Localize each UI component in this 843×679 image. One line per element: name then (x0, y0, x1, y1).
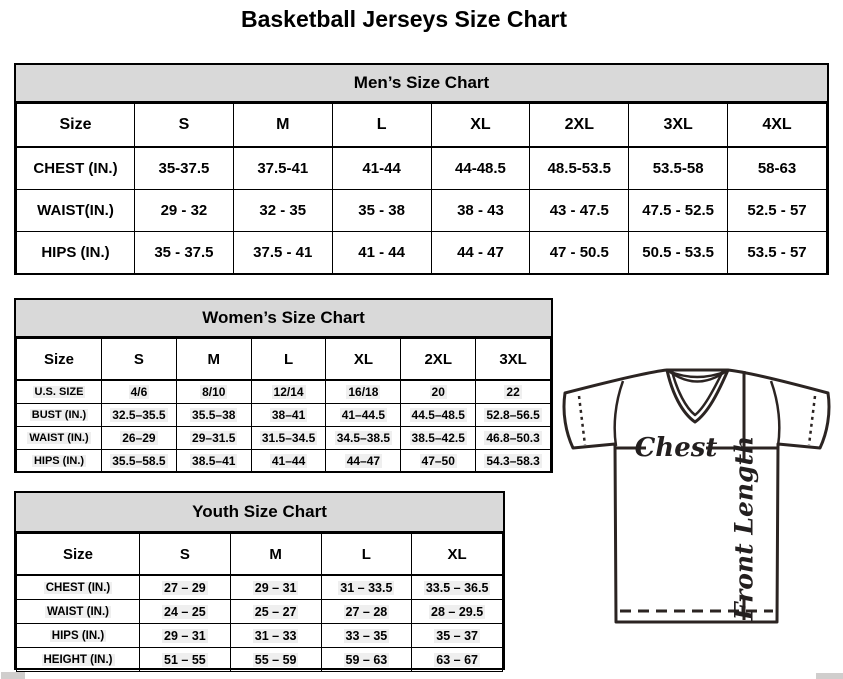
cell-text: 4/6 (130, 385, 148, 399)
value-cell (412, 575, 503, 600)
value-cell (102, 427, 177, 450)
value-cell (728, 190, 827, 232)
page-title: Basketball Jerseys Size Chart (240, 6, 567, 32)
cell-text: 26–29 (122, 431, 156, 445)
cell-text: HIPS (IN.) (51, 629, 105, 642)
value-cell (140, 600, 231, 624)
row-label (17, 190, 135, 232)
cell-text: 33.5 – 36.5 (425, 580, 489, 595)
column-header: S (135, 104, 234, 148)
value-cell (476, 427, 551, 450)
cell-text: 25 – 27 (254, 604, 297, 619)
row-label (17, 624, 140, 648)
value-cell (233, 190, 332, 232)
value-cell (530, 190, 629, 232)
table-row (17, 648, 503, 672)
left-armhole-seam (615, 381, 623, 446)
cell-text: 44-48.5 (455, 160, 506, 177)
table-row (17, 427, 551, 450)
value-cell (412, 648, 503, 672)
value-cell (321, 624, 412, 648)
cell-text: 41-44 (362, 160, 401, 177)
value-cell (401, 427, 476, 450)
cell-text: 38.5–41 (192, 454, 236, 468)
value-cell (135, 190, 234, 232)
row-label (17, 404, 102, 427)
table-row (17, 600, 503, 624)
column-header-row (17, 104, 827, 148)
cell-text: 8/10 (202, 385, 226, 399)
column-header: L (321, 534, 412, 576)
right-cuff-dashed-line (809, 396, 815, 445)
value-cell (401, 404, 476, 427)
mens-table-title: Men’s Size Chart (16, 65, 827, 103)
value-cell (530, 232, 629, 274)
cell-text: 50.5 - 53.5 (642, 244, 714, 261)
youth-size-table (14, 491, 505, 670)
value-cell (251, 404, 326, 427)
cell-text: 47–50 (421, 454, 455, 468)
column-header: XL (326, 339, 401, 381)
row-label (17, 648, 140, 672)
cell-text: 27 – 29 (164, 580, 206, 595)
row-label (17, 450, 102, 473)
cell-text: 44–47 (346, 454, 381, 468)
cell-text: WAIST (IN.) (47, 605, 109, 618)
cell-text: 35 – 37 (436, 628, 478, 643)
cell-text: 29 – 31 (164, 628, 206, 643)
cell-text: 31.5–34.5 (261, 431, 316, 445)
column-header: M (233, 104, 332, 148)
value-cell (530, 147, 629, 190)
size-column-header: Size (17, 104, 135, 148)
cell-text: U.S. SIZE (34, 386, 84, 398)
cell-text: 34.5–38.5 (336, 431, 391, 445)
value-cell (629, 147, 728, 190)
horizontal-scrollbar-thumb-left[interactable] (1, 672, 25, 679)
value-cell (728, 147, 827, 190)
column-header: S (102, 339, 177, 381)
value-cell (135, 232, 234, 274)
cell-text: 53.5 - 57 (747, 244, 807, 261)
row-label (17, 147, 135, 190)
cell-text: 35 - 38 (358, 202, 405, 219)
cell-text: 29–31.5 (192, 431, 236, 445)
cell-text: WAIST(IN.) (37, 202, 114, 219)
cell-text: 44 - 47 (457, 244, 504, 261)
column-header: 3XL (476, 339, 551, 381)
value-cell (140, 648, 231, 672)
value-cell (230, 600, 321, 624)
value-cell (476, 380, 551, 404)
cell-text: 47.5 - 52.5 (642, 202, 714, 219)
cell-text: HEIGHT (IN.) (43, 653, 113, 666)
cell-text: 20 (431, 385, 445, 399)
value-cell (321, 575, 412, 600)
cell-text: 35 - 37.5 (154, 244, 214, 261)
cell-text: WAIST (IN.) (29, 432, 89, 444)
column-header: XL (431, 104, 530, 148)
value-cell (431, 232, 530, 274)
value-cell (321, 600, 412, 624)
cell-text: 55 – 59 (254, 652, 297, 667)
cell-text: 41 - 44 (358, 244, 405, 261)
cell-text: 44.5–48.5 (411, 408, 465, 422)
cell-text: 38.5–42.5 (411, 431, 465, 445)
value-cell (629, 190, 728, 232)
value-cell (401, 450, 476, 473)
cell-text: 63 – 67 (436, 652, 478, 667)
cell-text: 43 - 47.5 (549, 202, 609, 219)
cell-text: 32 - 35 (259, 202, 307, 219)
jersey-outline (564, 370, 829, 622)
front-length-label: Front Length (729, 435, 759, 621)
column-header: L (332, 104, 431, 148)
womens-table (16, 338, 551, 473)
cell-text: 27 – 28 (345, 604, 388, 619)
value-cell (326, 380, 401, 404)
table-row (17, 380, 551, 404)
value-cell (140, 624, 231, 648)
value-cell (431, 147, 530, 190)
value-cell (176, 450, 251, 473)
womens-size-table (14, 298, 553, 473)
mens-size-table (14, 63, 829, 275)
value-cell (233, 232, 332, 274)
value-cell (140, 575, 231, 600)
chest-label: Chest (634, 433, 718, 463)
cell-text: 53.5-58 (652, 160, 704, 177)
cell-text: 41–44.5 (341, 408, 386, 422)
table-row (17, 190, 827, 232)
row-label (17, 232, 135, 274)
table-row (17, 624, 503, 648)
table-row (17, 450, 551, 473)
column-header: XL (412, 534, 503, 576)
row-label (17, 427, 102, 450)
value-cell (629, 232, 728, 274)
value-cell (176, 404, 251, 427)
value-cell (176, 380, 251, 404)
cell-text: 48.5-53.5 (547, 160, 611, 177)
youth-table (16, 533, 503, 672)
cell-text: 33 – 35 (345, 628, 388, 643)
column-header: 2XL (401, 339, 476, 381)
cell-text: 12/14 (273, 385, 304, 399)
cell-text: 54.3–58.3 (486, 454, 540, 468)
table-row (17, 147, 827, 190)
column-header: 3XL (629, 104, 728, 148)
value-cell (326, 450, 401, 473)
column-header: M (176, 339, 251, 381)
cell-text: 24 – 25 (164, 604, 206, 619)
cell-text: CHEST (IN.) (33, 160, 118, 177)
cell-text: 35-37.5 (158, 160, 210, 177)
column-header: M (230, 534, 321, 576)
size-column-header: Size (17, 339, 102, 381)
cell-text: HIPS (IN.) (41, 244, 110, 261)
cell-text: 51 – 55 (164, 652, 206, 667)
value-cell (230, 624, 321, 648)
row-label (17, 575, 140, 600)
cell-text: 47 - 50.5 (549, 244, 609, 261)
value-cell (251, 380, 326, 404)
value-cell (431, 190, 530, 232)
jersey-measurement-diagram (552, 356, 842, 630)
cell-text: 59 – 63 (345, 652, 388, 667)
value-cell (230, 648, 321, 672)
cell-text: CHEST (IN.) (45, 581, 111, 594)
row-label (17, 380, 102, 404)
table-row (17, 232, 827, 274)
cell-text: 52.8–56.5 (486, 408, 540, 422)
cell-text: BUST (IN.) (31, 409, 87, 421)
cell-text: 32.5–35.5 (112, 408, 166, 422)
column-header-row (17, 339, 551, 381)
horizontal-scrollbar-thumb-right[interactable] (816, 673, 843, 679)
womens-table-title: Women’s Size Chart (16, 300, 551, 338)
value-cell (412, 624, 503, 648)
cell-text: 41–44 (271, 454, 306, 468)
value-cell (332, 147, 431, 190)
value-cell (326, 427, 401, 450)
cell-text: 29 – 31 (254, 580, 297, 595)
value-cell (476, 404, 551, 427)
cell-text: 29 - 32 (160, 202, 208, 219)
cell-text: 58-63 (757, 160, 797, 177)
value-cell (476, 450, 551, 473)
column-header: L (251, 339, 326, 381)
column-header-row (17, 534, 503, 576)
cell-text: 22 (506, 385, 520, 399)
value-cell (176, 427, 251, 450)
cell-text: 46.8–50.3 (486, 431, 540, 445)
cell-text: 37.5-41 (257, 160, 309, 177)
value-cell (102, 404, 177, 427)
table-row (17, 404, 551, 427)
right-armhole-seam (771, 381, 779, 446)
value-cell (332, 232, 431, 274)
value-cell (251, 427, 326, 450)
cell-text: 38–41 (271, 408, 306, 422)
cell-text: 35.5–38 (192, 408, 236, 422)
column-header: 4XL (728, 104, 827, 148)
cell-text: 31 – 33.5 (340, 580, 393, 595)
value-cell (251, 450, 326, 473)
cell-text: HIPS (IN.) (33, 455, 85, 467)
value-cell (102, 380, 177, 404)
cell-text: 38 - 43 (457, 202, 504, 219)
youth-table-title: Youth Size Chart (16, 493, 503, 533)
value-cell (332, 190, 431, 232)
value-cell (135, 147, 234, 190)
table-row (17, 575, 503, 600)
value-cell (728, 232, 827, 274)
value-cell (233, 147, 332, 190)
column-header: S (140, 534, 231, 576)
column-header: 2XL (530, 104, 629, 148)
mens-table (16, 103, 827, 274)
value-cell (230, 575, 321, 600)
cell-text: 35.5–58.5 (112, 454, 166, 468)
cell-text: 52.5 - 57 (747, 202, 807, 219)
cell-text: 31 – 33 (254, 628, 297, 643)
value-cell (102, 450, 177, 473)
value-cell (401, 380, 476, 404)
size-column-header: Size (17, 534, 140, 576)
value-cell (412, 600, 503, 624)
cell-text: 37.5 - 41 (253, 244, 313, 261)
cell-text: 16/18 (348, 385, 379, 399)
value-cell (326, 404, 401, 427)
row-label (17, 600, 140, 624)
value-cell (321, 648, 412, 672)
cell-text: 28 – 29.5 (431, 604, 484, 619)
left-cuff-dashed-line (579, 396, 585, 445)
